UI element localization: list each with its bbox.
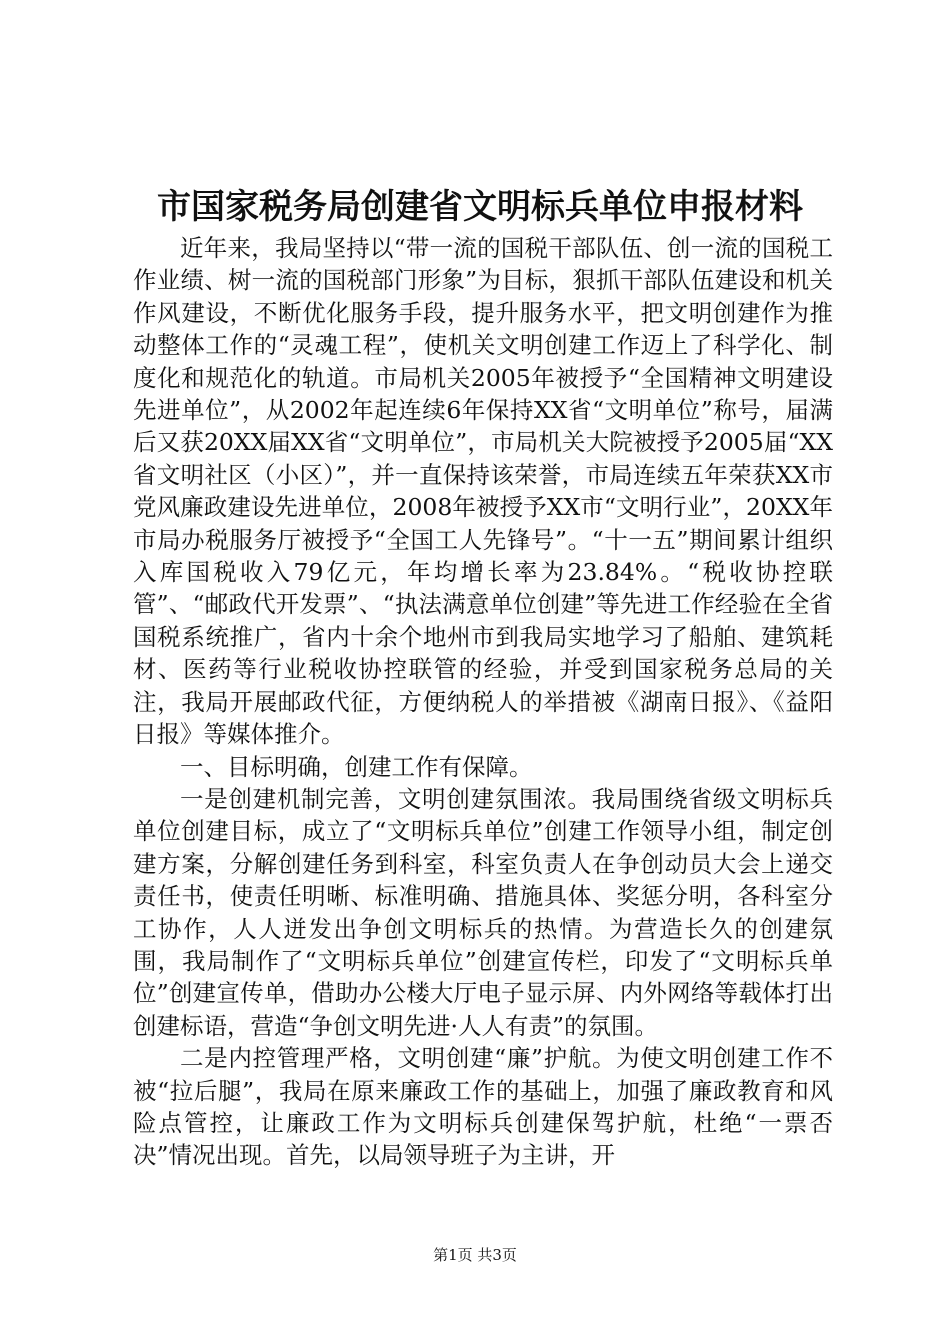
paragraph-point-2: 二是内控管理严格，文明创建“廉”护航。为使文明创建工作不被“拉后腿”，我局在原来廉政工作的基础上，加强了廉政教育和风险点管控，让廉政工作为文明标兵创建保驾护航，杜绝“一票否决”情况出现。首先，以局领导班子为主讲，开 <box>133 1044 833 1170</box>
section-heading-1: 一、目标明确，创建工作有保障。 <box>180 752 533 781</box>
document-body <box>133 232 833 1172</box>
document-title: 市国家税务局创建省文明标兵单位申报材料 <box>157 187 803 227</box>
page-footer: 第1页 共3页 <box>433 1246 517 1264</box>
paragraph-point-1: 一是创建机制完善，文明创建氛围浓。我局围绕省级文明标兵单位创建目标，成立了“文明标兵单位”创建工作领导小组，制定创建方案，分解创建任务到科室，科室负责人在争创动员大会上递交责任书，使责任明晰、标准明确、措施具体、奖惩分明，各科室分工协作，人人迸发出争创文明标兵的热情。为营造长久的创建氛围，我局制作了“文明标兵单位”创建宣传栏，印发了“文明标兵单位”创建宣传单，借助办公楼大厅电子显示屏、内外网络等载体打出创建标语，营造“争创文明先进·人人有责”的氛围。 <box>133 784 833 1040</box>
paragraph-intro: 近年来，我局坚持以“带一流的国税干部队伍、创一流的国税工作业绩、树一流的国税部门形象”为目标，狠抓干部队伍建设和机关作风建设，不断优化服务手段，提升服务水平，把文明创建作为推动整体工作的“灵魂工程”，使机关文明创建工作迈上了科学化、制度化和规范化的轨道。市局机关2005年被授予“全国精神文明建设先进单位”，从2002年起连续6年保持XX省“文明单位”称号，届满后又获20XX届XX省“文明单位”，市局机关大院被授予2005届“XX省文明社区（小区）”，并一直保持该荣誉，市局连续五年荣获XX市党风廉政建设先进单位，2008年被授予XX市“文明行业”，20XX年市局办税服务厅被授予“全国工人先锋号”。“十一五”期间累计组织入库国税收入79亿元，年均增长率为23.84%。“税收协控联管”、“邮政代开发票”、“执法满意单位创建”等先进工作经验在全省国税系统推广，省内十余个地州市到我局实地学习了船舶、建筑耗材、医药等行业税收协控联管的经验，并受到国家税务总局的关注，我局开展邮政代征，方便纳税人的举措被《湖南日报》、《益阳日报》等媒体推介。 <box>133 234 833 749</box>
